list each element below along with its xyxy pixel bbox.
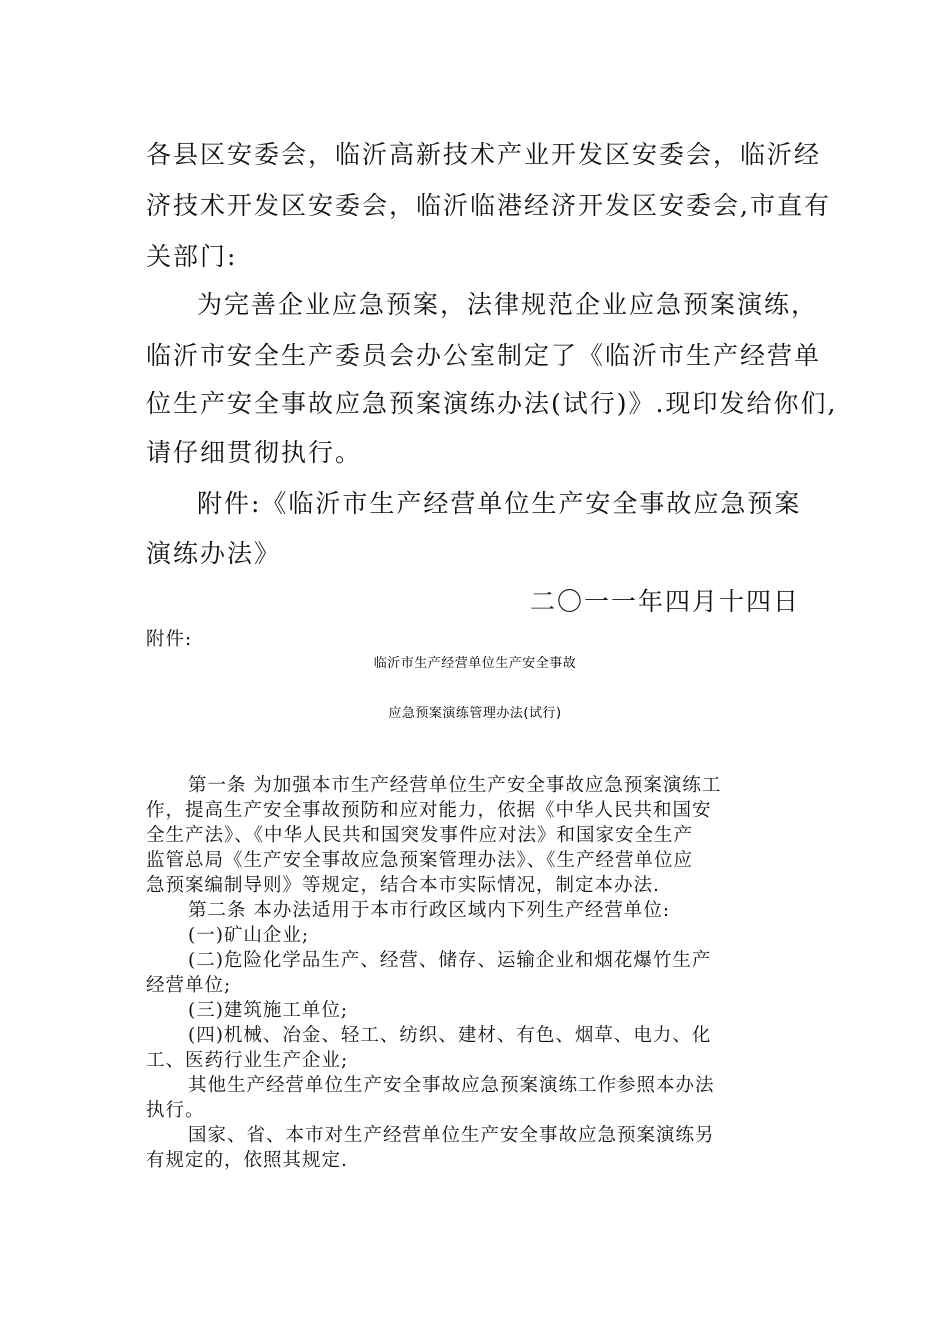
body-line-3: 位生产安全事故应急预案演练办法(试行)》.现印发给你们, <box>146 389 838 418</box>
body-line-1: 为完善企业应急预案，法律规范企业应急预案演练， <box>197 290 819 319</box>
address-line-1: 各县区安委会，临沂高新技术产业开发区安委会，临沂经 <box>146 140 822 169</box>
article-line: 第一条 为加强本市生产经营单位生产安全事故应急预案演练工 <box>188 775 722 796</box>
body-line-4: 请仔细贯彻执行。 <box>146 438 363 467</box>
article-line: 作，提高生产安全事故预防和应对能力，依据《中华人民共和国安 <box>146 800 712 821</box>
article-line: 第二条 本办法适用于本市行政区域内下列生产经营单位: <box>188 900 671 921</box>
attachment-ref-line-1: 附件:《临沂市生产经营单位生产安全事故应急预案 <box>197 489 802 518</box>
address-line-3: 关部门: <box>146 242 238 271</box>
article-line: 执行。 <box>146 1100 205 1121</box>
article-line: (一)矿山企业; <box>188 925 310 946</box>
document-title-line-1: 临沂市生产经营单位生产安全事故 <box>373 656 577 671</box>
article-line: 国家、省、本市对生产经营单位生产安全事故应急预案演练另 <box>188 1125 715 1146</box>
article-line: 急预案编制导则》等规定，结合本市实际情况，制定本办法. <box>146 875 660 896</box>
article-line: (二)危险化学品生产、经营、储存、运输企业和烟花爆竹生产 <box>188 950 712 971</box>
article-line: 有规定的，依照其规定. <box>146 1150 348 1171</box>
article-line: 经营单位; <box>146 975 232 996</box>
article-line: 其他生产经营单位生产安全事故应急预案演练工作参照本办法 <box>188 1075 715 1096</box>
address-line-2: 济技术开发区安委会，临沂临港经济开发区安委会,市直有 <box>146 191 831 220</box>
issue-date: 二〇一一年四月十四日 <box>529 587 800 616</box>
attachment-ref-line-2: 演练办法》 <box>146 539 282 568</box>
article-line: 全生产法》、《中华人民共和国突发事件应对法》和国家安全生产 <box>146 825 694 846</box>
document-title-line-2: 应急预案演练管理办法(试行) <box>388 706 562 721</box>
article-line: (三)建筑施工单位; <box>188 1000 349 1021</box>
article-line: 工、医药行业生产企业; <box>146 1050 349 1071</box>
body-line-2: 临沂市安全生产委员会办公室制定了《临沂市生产经营单 <box>146 341 822 370</box>
article-line: (四)机械、冶金、轻工、纺织、建材、有色、烟草、电力、化 <box>188 1025 712 1046</box>
article-line: 监管总局《生产安全事故应急预案管理办法》、《生产经营单位应 <box>146 850 694 871</box>
attachment-label: 附件: <box>146 629 193 650</box>
